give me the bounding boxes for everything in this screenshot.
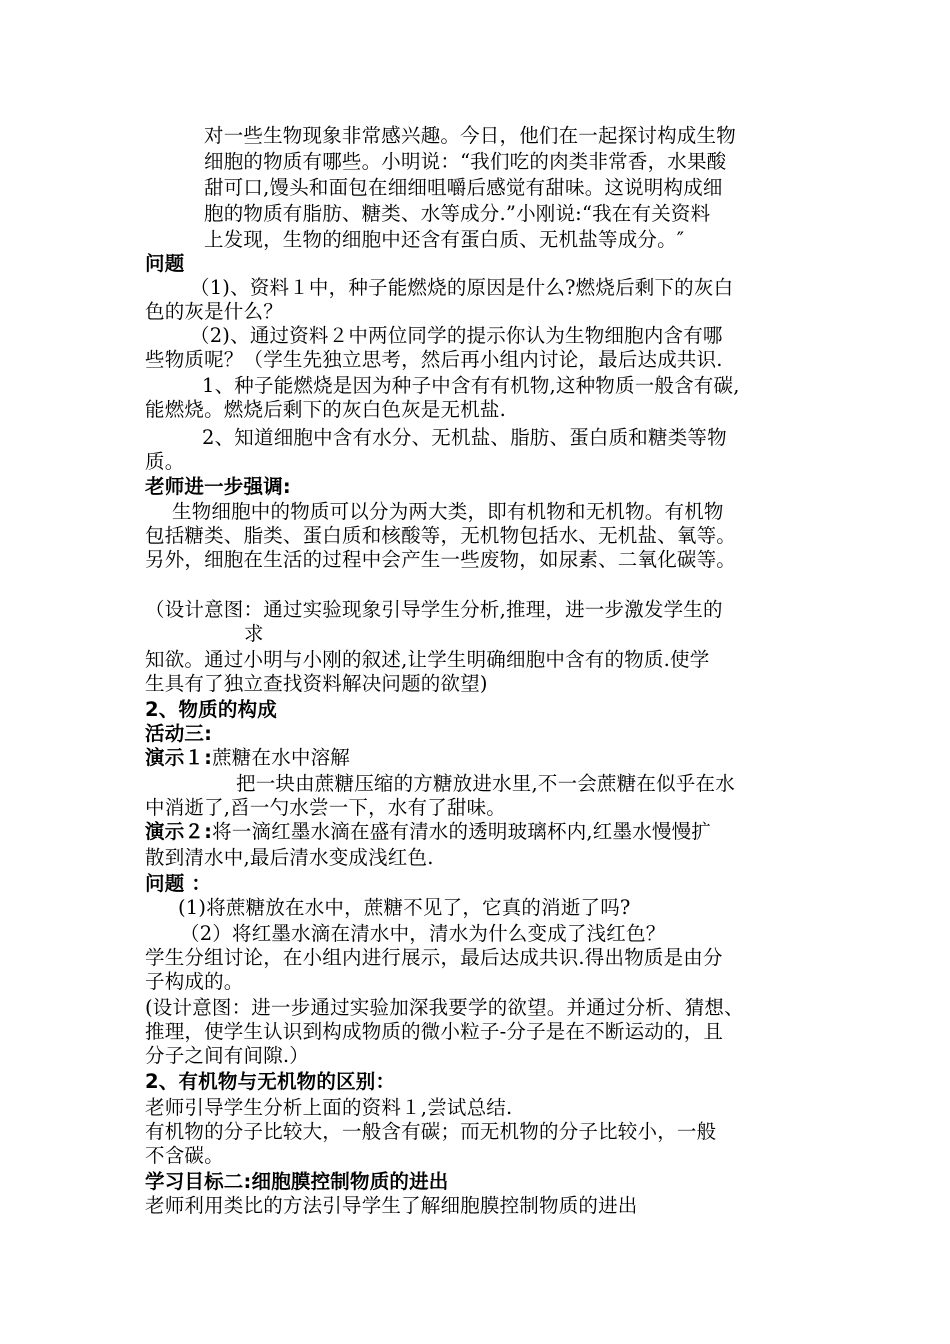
heading-question-2: 问题 ：: [145, 872, 212, 895]
intro-line: 细胞的物质有哪些。小明说：“我们吃的肉类非常香，水果酸: [204, 150, 727, 173]
design-intent-1-cont: 知欲。通过小明与小刚的叙述,让学生明确细胞中含有的物质.使学: [145, 648, 710, 671]
demo-1-text: 把一块由蔗糖压缩的方糖放进水里,不一会蔗糖在似乎在水: [236, 772, 735, 795]
teacher-text: 另外，细胞在生活的过程中会产生一些废物，如尿素、二氧化碳等。: [145, 548, 737, 571]
question-2: （2)、通过资料２中两位同学的提示你认为生物细胞内含有哪: [190, 324, 723, 347]
question-3: (1)将蔗糖放在水中，蔗糖不见了，它真的消逝了吗?: [178, 896, 631, 919]
demo-2-text: 散到清水中,最后清水变成浅红色.: [145, 846, 434, 869]
intro-line: 甜可口,馒头和面包在细细咀嚼后感觉有甜味。这说明构成细: [204, 176, 723, 199]
design-intent-1-cont: 生具有了独立查找资料解决问题的欲望): [145, 672, 488, 695]
heading-teacher: 老师进一步强调:: [145, 475, 291, 498]
heading-difference: 2、有机物与无机物的区别：: [145, 1070, 396, 1093]
question-4: （2）将红墨水滴在清水中，清水为什么变成了浅红色？: [180, 922, 666, 945]
answer-1: 1、种子能燃烧是因为种子中含有有机物,这种物质一般含有碳,: [202, 374, 740, 397]
demo-1: [145, 746, 350, 770]
intro-line: 上发现，生物的细胞中还含有蛋白质、无机盐等成分。″: [204, 228, 685, 251]
demo-1-text: 中消逝了,舀一勺水尝一下，水有了甜味。: [145, 796, 506, 819]
demo-2: [145, 820, 711, 844]
group-discussion: 子构成的。: [145, 970, 244, 993]
design-intent-1-wrap: 求: [244, 622, 264, 645]
demo-1-label: 演示１:: [145, 746, 213, 769]
intro-line: 对一些生物现象非常感兴趣。今日，他们在一起探讨构成生物: [204, 124, 736, 147]
demo-2-text: 将一滴红墨水滴在盛有清水的透明玻璃杯内,红墨水慢慢扩: [212, 820, 712, 843]
design-intent-2: 分子之间有间隙.）: [145, 1044, 309, 1067]
heading-activity: 活动三:: [145, 722, 213, 745]
answer-2: 2、知道细胞中含有水分、无机盐、脂肪、蛋白质和糖类等物: [202, 426, 727, 449]
difference-text: 有机物的分子比较大，一般含有碳；而无机物的分子比较小，一般: [145, 1120, 717, 1143]
answer-2-cont: 质。: [145, 450, 185, 473]
question-1: （1)、资料１中，种子能燃烧的原因是什么?燃烧后剩下的灰白: [190, 276, 734, 299]
teacher-text: 生物细胞中的物质可以分为两大类，即有机物和无机物。有机物: [172, 500, 724, 523]
design-intent-1: （设计意图：通过实验现象引导学生分析,推理，进一步激发学生的: [145, 598, 723, 621]
question-1-cont: 色的灰是什么？: [145, 300, 283, 323]
design-intent-2: 推理，使学生认识到构成物质的微小粒子-分子是在不断运动的，且: [145, 1020, 724, 1043]
demo-2-label: 演示２:: [145, 820, 213, 843]
question-2-cont: 些物质呢？（学生先独立思考，然后再小组内讨论，最后达成共识.: [145, 348, 723, 371]
answer-1-cont: 能燃烧。燃烧后剩下的灰白色灰是无机盐.: [145, 398, 506, 421]
demo-1-title: 蔗糖在水中溶解: [212, 746, 351, 769]
goal-2-text: 老师利用类比的方法引导学生了解细胞膜控制物质的进出: [145, 1194, 638, 1217]
group-discussion: 学生分组讨论，在小组内进行展示，最后达成共识.得出物质是由分: [145, 946, 723, 969]
difference-text: 老师引导学生分析上面的资料１,尝试总结.: [145, 1096, 513, 1119]
heading-goal-2: 学习目标二:细胞膜控制物质的进出: [145, 1170, 449, 1193]
teacher-text: 包括糖类、脂类、蛋白质和核酸等，无机物包括水、无机盐、氧等。: [145, 524, 737, 547]
intro-line: 胞的物质有脂肪、糖类、水等成分.”小刚说:“我在有关资料: [204, 202, 711, 225]
heading-structure: 2、物质的构成: [145, 698, 277, 721]
difference-text: 不含碳。: [145, 1144, 224, 1167]
design-intent-2: (设计意图：进一步通过实验加深我要学的欲望。并通过分析、猜想、: [145, 996, 744, 1019]
heading-question: 问题: [145, 252, 185, 275]
